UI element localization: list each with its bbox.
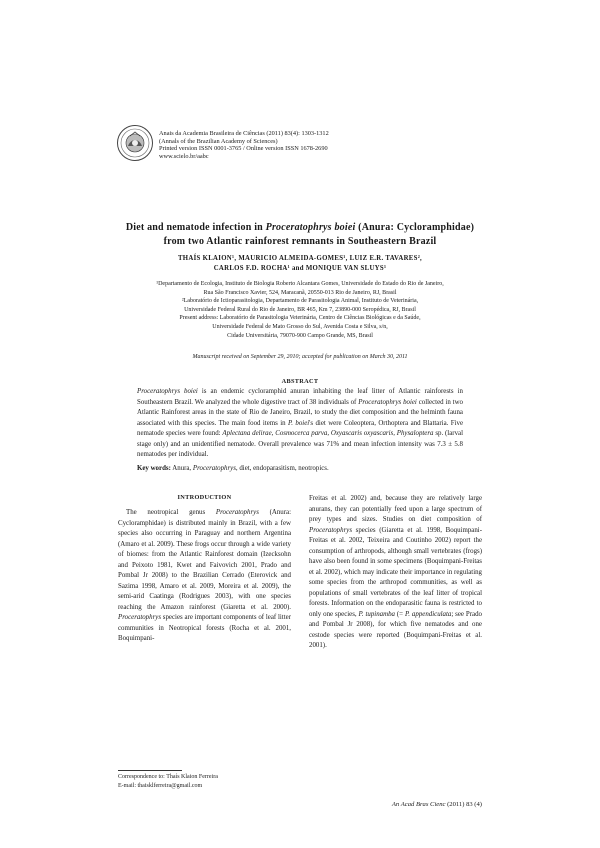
author-list: THAÍS KLAION¹, MAURICIO ALMEIDA-GOMES¹, LUIZ E.R. TAVARES², CARLOS F.D. ROCHA¹ and MONIQUE VAN SLUYS¹	[177, 255, 423, 272]
manuscript-dates: Manuscript received on September 29, 2010; accepted for publication on March 30, 2011	[192, 354, 408, 360]
journal-header	[116, 124, 416, 166]
body-column-left: The neotropical genus Proceratophrys (Anura: Cycloramphidae) is distributed mainly in Brazil, with a few species also occurring in Paraguay and northern Argentina (Amaro et al. 2009). These frogs occur through a wide variety of biomes: from the Atlantic Rainforest domain (Izecksohn and Peixoto 1981, Kwet and Faivovich 2001, Prado and Pombal Jr 2008) to the Brazilian Cerrado (Eterovick and Sazima 1998, Amaro et al. 2009, Moreira et al. 2009), the semi-arid Caatinga (Rodrigues 2003), with one species reaching the Amazon rainforest (Giaretta et al. 2000). Proceratophrys species are important components of leaf litter communities in Neotropical forests (Rocha et al. 2001, Boquimpani-	[118, 509, 291, 642]
introduction-heading: INTRODUCTION	[177, 494, 232, 501]
body-column-right: Freitas et al. 2002) and, because they are relatively large anurans, they can potentially feed upon a large spectrum of prey types and sizes. Studies on diet composition of Proceratophrys species (Giaretta et al. 1998, Boquimpani-Freitas et al. 2002, Teixeira and Coutinho 2002) report the consumption of arthropods, although small vertebrates (frogs) have also been found in some specimens (Boquimpani-Freitas et al. 2002), which may indicate their importance in regulating some species from the arthropod communities, as well as populations of small vertebrates of the leaf litter of tropical forests. Information on the endoparasitic fauna is restricted to only one species, P. tupinamba (= P. appendiculata; see Prado and Pombal Jr 2008), for which five nematodes and one cestode species were reported (Boquimpani-Freitas et al. 2001).	[309, 495, 482, 649]
affiliations: ¹Departamento de Ecologia, Instituto de Biologia Roberto Alcantara Gomes, Universidade do Estado do Rio de Janeiro, Rua São Francisco Xavier, 524, Maracanã, 20550-013 Rio de Janeiro, RJ, Brasil ²Laboratório de Ictioparasitologia, Departamento de Parasitologia Animal, Instituto de Veterinária, Universidade Federal Rural do Rio de Janeiro, BR 465, Km 7, 23890-000 Seropédica, RJ, Brasil Present address: Laboratório de Parasitologia Veterinária, Centro de Ciências Biológicas e da Saúde, Universidade Federal de Mato Grosso do Sul, Avenida Costa e Silva, s/n, Cidade Universitária, 79070-900 Campo Grande, MS, Brasil	[156, 281, 444, 339]
journal-line: Printed version ISSN 0001-3765 / Online version ISSN 1678-2690	[159, 145, 328, 153]
page-footer: An Acad Bras Cienc (2011) 83 (4)	[391, 801, 482, 808]
journal-url: www.scielo.br/aabc	[159, 152, 209, 160]
journal-line: (Annals of the Brazilian Academy of Sciences)	[159, 137, 278, 145]
abstract-heading: ABSTRACT	[281, 378, 319, 385]
keywords: Key words: Anura, Proceratophrys, diet, endoparasitism, neotropics.	[137, 465, 329, 472]
correspondence-footnote: Correspondence to: Thaís Klaion Ferreira E-mail: thaisklferreira@gmail.com	[118, 774, 218, 789]
abstract-text: Proceratophrys boiei is an endemic cycloramphid anuran inhabiting the leaf litter of Atlantic rainforests in Southeastern Brazil. We analyzed the whole digestive tract of 38 individuals of Proceratophrys boiei collected in two Atlantic Rainforest areas in the state of Rio de Janeiro, Brazil, to study the diet composition and the helminth fauna associated with this species. The main food items in P. boiei's diet were Coleoptera, Orthoptera and Blattaria. Five nematode species were found: Aplectana delirae, Cosmocerca parva, Oxyascaris oxyascaris, Physaloptera sp. (larval stage only) and an unidentified nematode. Overall prevalence was 71% and mean infection intensity was 7.3 ± 5.8 nematodes per individual.	[137, 388, 464, 458]
footnote-divider	[118, 770, 182, 771]
journal-line: Anais da Academia Brasileira de Ciências (2011) 83(4): 1303-1312	[159, 130, 329, 137]
academy-seal-logo	[116, 124, 154, 162]
email-link[interactable]: E-mail: thaisklferreira@gmail.com	[118, 782, 203, 789]
article-title: Diet and nematode infection in Proceratophrys boiei (Anura: Cycloramphidae) from two Atlantic rainforest remnants in Southeastern Brazil	[125, 222, 475, 247]
journal-info	[159, 130, 329, 160]
